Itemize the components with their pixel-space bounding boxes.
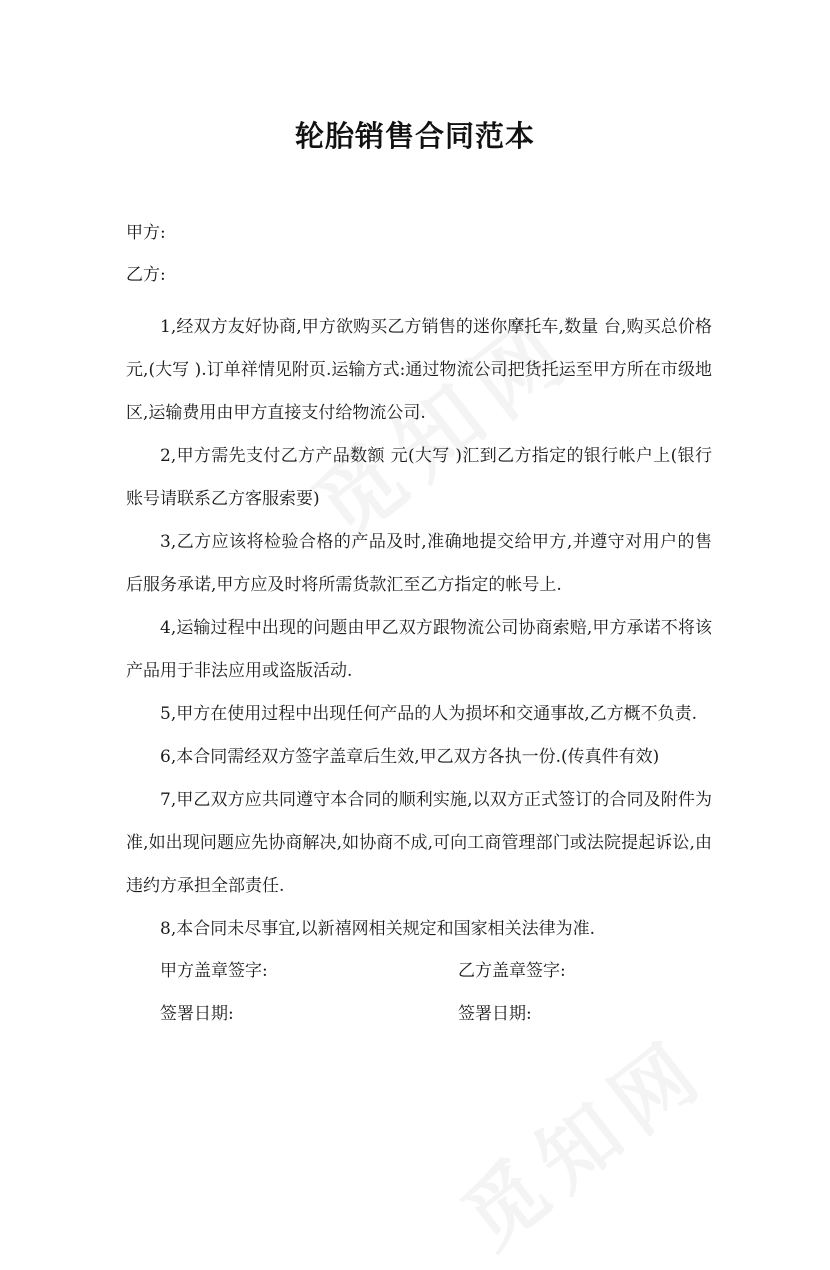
watermark — [434, 1005, 727, 1269]
party-a-seal-signature: 甲方盖章签字: — [160, 961, 268, 981]
party-a-label: 甲方: — [126, 223, 166, 243]
clause-item: 1,经双方友好协商,甲方欲购买乙方销售的迷你摩托车,数量 台,购买总价格元,(大写 ).订单祥情见附页.运输方式:通过物流公司把货托运至甲方所在市级地区,运输费用由甲方直接支付给物流公司. — [126, 317, 712, 423]
clause-list — [126, 306, 712, 951]
party-b-label: 乙方: — [126, 265, 166, 285]
clause-item: 3,乙方应该将检验合格的产品及时,准确地提交给甲方,并遵守对用户的售后服务承诺,甲方应及时将所需货款汇至乙方指定的帐号上. — [126, 532, 712, 595]
clause-item: 5,甲方在使用过程中出现任何产品的人为损坏和交通事故,乙方概不负责. — [160, 704, 698, 724]
party-b-seal-signature: 乙方盖章签字: — [458, 961, 566, 981]
clause-item: 2,甲方需先支付乙方产品数额 元(大写 )汇到乙方指定的银行帐户上(银行账号请联系乙方客服索要) — [126, 446, 712, 509]
clause-item: 4,运输过程中出现的问题由甲乙双方跟物流公司协商索赔,甲方承诺不将该产品用于非法应用或盗版活动. — [126, 618, 712, 681]
party-a-sign-date: 签署日期: — [160, 1004, 234, 1024]
party-b-sign-date: 签署日期: — [458, 1004, 532, 1024]
clause-item: 7,甲乙双方应共同遵守本合同的顺利实施,以双方正式签订的合同及附件为准,如出现问题应先协商解决,如协商不成,可向工商管理部门或法院提起诉讼,由违约方承担全部责任. — [126, 790, 712, 896]
document-title: 轮胎销售合同范本 — [294, 119, 535, 153]
clause-item: 6,本合同需经双方签字盖章后生效,甲乙双方各执一份.(传真件有效) — [160, 747, 660, 767]
clause-item: 8,本合同未尽事宜,以新禧网相关规定和国家相关法律为准. — [160, 919, 596, 939]
